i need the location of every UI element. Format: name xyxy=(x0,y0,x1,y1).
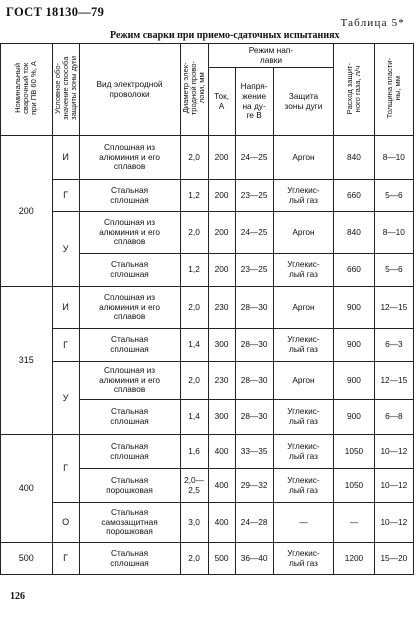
table-row xyxy=(1,329,414,362)
thickness-cell: 10—12 xyxy=(374,503,413,543)
wire-cell: Стальная сплошная xyxy=(79,180,180,212)
wire-cell: Стальная сплошная xyxy=(79,400,180,435)
gas-cell: Аргон xyxy=(273,212,334,254)
page-number: 126 xyxy=(10,591,25,602)
thickness-cell: 8—10 xyxy=(374,212,413,254)
protection-cell: Г xyxy=(52,543,79,575)
wire-cell: Сплошная из алюминия и его сплавов xyxy=(79,212,180,254)
diameter-cell: 2,0 xyxy=(180,212,208,254)
current-cell: 400 xyxy=(208,469,235,503)
diameter-cell: 2,0 xyxy=(180,136,208,180)
col-welding-mode: Режим нап- лавки xyxy=(208,44,334,68)
wire-cell: Стальная сплошная xyxy=(79,254,180,287)
current-cell: 500 xyxy=(208,543,235,575)
protection-cell: Г xyxy=(52,180,79,212)
protection-cell: И xyxy=(52,287,79,329)
wire-cell: Стальная сплошная xyxy=(79,435,180,469)
thickness-cell: 8—10 xyxy=(374,136,413,180)
current-cell: 200 xyxy=(208,254,235,287)
flow-cell: 1050 xyxy=(334,469,374,503)
gas-cell: Углекис- лый газ xyxy=(273,469,334,503)
diameter-cell: 2,0 xyxy=(180,362,208,400)
table-row xyxy=(1,180,414,212)
diameter-cell: 1,2 xyxy=(180,180,208,212)
flow-cell: — xyxy=(334,503,374,543)
gas-cell: Аргон xyxy=(273,136,334,180)
flow-cell: 840 xyxy=(334,136,374,180)
flow-cell: 1200 xyxy=(334,543,374,575)
thickness-cell: 12—15 xyxy=(374,287,413,329)
gas-cell: Углекис- лый газ xyxy=(273,400,334,435)
diameter-cell: 1,2 xyxy=(180,254,208,287)
col-arc-protection: Условное обо- значение способа защиты зоны дуги xyxy=(52,44,79,136)
thickness-cell: 12—15 xyxy=(374,362,413,400)
table-row xyxy=(1,543,414,575)
current-cell: 230 xyxy=(208,287,235,329)
table-caption: Режим сварки при приемо-сдаточных испытаниях xyxy=(110,30,340,41)
current-cell: 300 xyxy=(208,329,235,362)
col-plate-thickness: Толщина пласти- ны, мм xyxy=(374,44,413,136)
thickness-cell: 10—12 xyxy=(374,435,413,469)
thickness-cell: 10—12 xyxy=(374,469,413,503)
col-wire-diameter: Диаметр элек- тродной прово- локи, мм xyxy=(180,44,208,136)
voltage-cell: 28—30 xyxy=(235,287,273,329)
protection-cell: У xyxy=(52,362,79,435)
voltage-cell: 28—30 xyxy=(235,329,273,362)
voltage-cell: 36—40 xyxy=(235,543,273,575)
current-cell: 300 xyxy=(208,400,235,435)
protection-cell: О xyxy=(52,503,79,543)
voltage-cell: 33—35 xyxy=(235,435,273,469)
table-row xyxy=(1,136,414,180)
gas-cell: Углекис- лый газ xyxy=(273,435,334,469)
diameter-cell: 1,6 xyxy=(180,435,208,469)
flow-cell: 900 xyxy=(334,400,374,435)
gas-cell: Аргон xyxy=(273,287,334,329)
diameter-cell: 1,4 xyxy=(180,400,208,435)
diameter-cell: 2,0 xyxy=(180,287,208,329)
flow-cell: 900 xyxy=(334,329,374,362)
current-cell: 400 xyxy=(208,435,235,469)
diameter-cell: 2,0 xyxy=(180,543,208,575)
nominal-current-cell: 400 xyxy=(1,435,53,543)
table-row xyxy=(1,362,414,400)
nominal-current-cell: 500 xyxy=(1,543,53,575)
nominal-current-cell: 315 xyxy=(1,287,53,435)
flow-cell: 1050 xyxy=(334,435,374,469)
diameter-cell: 2,0—2,5 xyxy=(180,469,208,503)
flow-cell: 840 xyxy=(334,212,374,254)
voltage-cell: 28—30 xyxy=(235,362,273,400)
current-cell: 200 xyxy=(208,136,235,180)
diameter-cell: 3,0 xyxy=(180,503,208,543)
wire-cell: Стальная порошковая xyxy=(79,469,180,503)
current-cell: 230 xyxy=(208,362,235,400)
wire-cell: Стальная сплошная xyxy=(79,329,180,362)
col-arc-zone-protection: Защита зоны дуги xyxy=(273,68,334,136)
thickness-cell: 5—6 xyxy=(374,254,413,287)
thickness-cell: 6—8 xyxy=(374,400,413,435)
protection-cell: Г xyxy=(52,329,79,362)
gas-cell: Углекис- лый газ xyxy=(273,254,334,287)
table-row xyxy=(1,212,414,254)
gas-cell: — xyxy=(273,503,334,543)
table-label: Таблица 5* xyxy=(340,17,405,29)
voltage-cell: 24—25 xyxy=(235,136,273,180)
protection-cell: У xyxy=(52,212,79,287)
gas-cell: Аргон xyxy=(273,362,334,400)
voltage-cell: 23—25 xyxy=(235,254,273,287)
welding-mode-table xyxy=(0,43,414,575)
gas-cell: Углекис- лый газ xyxy=(273,329,334,362)
current-cell: 400 xyxy=(208,503,235,543)
flow-cell: 660 xyxy=(334,180,374,212)
voltage-cell: 29—32 xyxy=(235,469,273,503)
diameter-cell: 1,4 xyxy=(180,329,208,362)
thickness-cell: 15—20 xyxy=(374,543,413,575)
flow-cell: 660 xyxy=(334,254,374,287)
thickness-cell: 5—6 xyxy=(374,180,413,212)
table-row xyxy=(1,287,414,329)
table-row xyxy=(1,435,414,469)
nominal-current-cell: 200 xyxy=(1,136,53,287)
voltage-cell: 24—28 xyxy=(235,503,273,543)
protection-cell: Г xyxy=(52,435,79,503)
wire-cell: Сплошная из алюминия и его сплавов xyxy=(79,136,180,180)
col-current: Ток, А xyxy=(208,68,235,136)
table-row xyxy=(1,503,414,543)
current-cell: 200 xyxy=(208,180,235,212)
wire-cell: Стальная самозащитная порошковая xyxy=(79,503,180,543)
thickness-cell: 6—3 xyxy=(374,329,413,362)
protection-cell: И xyxy=(52,136,79,180)
wire-cell: Сплошная из алюминия и его сплавов xyxy=(79,362,180,400)
flow-cell: 900 xyxy=(334,362,374,400)
voltage-cell: 28—30 xyxy=(235,400,273,435)
voltage-cell: 24—25 xyxy=(235,212,273,254)
wire-cell: Стальная сплошная xyxy=(79,543,180,575)
voltage-cell: 23—25 xyxy=(235,180,273,212)
gas-cell: Углекис- лый газ xyxy=(273,543,334,575)
flow-cell: 900 xyxy=(334,287,374,329)
current-cell: 200 xyxy=(208,212,235,254)
col-electrode-type: Вид электродной проволоки xyxy=(79,44,180,136)
col-voltage: Напря- жение на ду- ге В xyxy=(235,68,273,136)
wire-cell: Сплошная из алюминия и его сплавов xyxy=(79,287,180,329)
gas-cell: Углекис- лый газ xyxy=(273,180,334,212)
col-gas-flow: Расход защит- ного газа, л/ч xyxy=(334,44,374,136)
col-nominal-current: Номинальный сварочный ток при ПВ 60 %, А xyxy=(1,44,53,136)
standard-number: ГОСТ 18130—79 xyxy=(6,5,105,19)
